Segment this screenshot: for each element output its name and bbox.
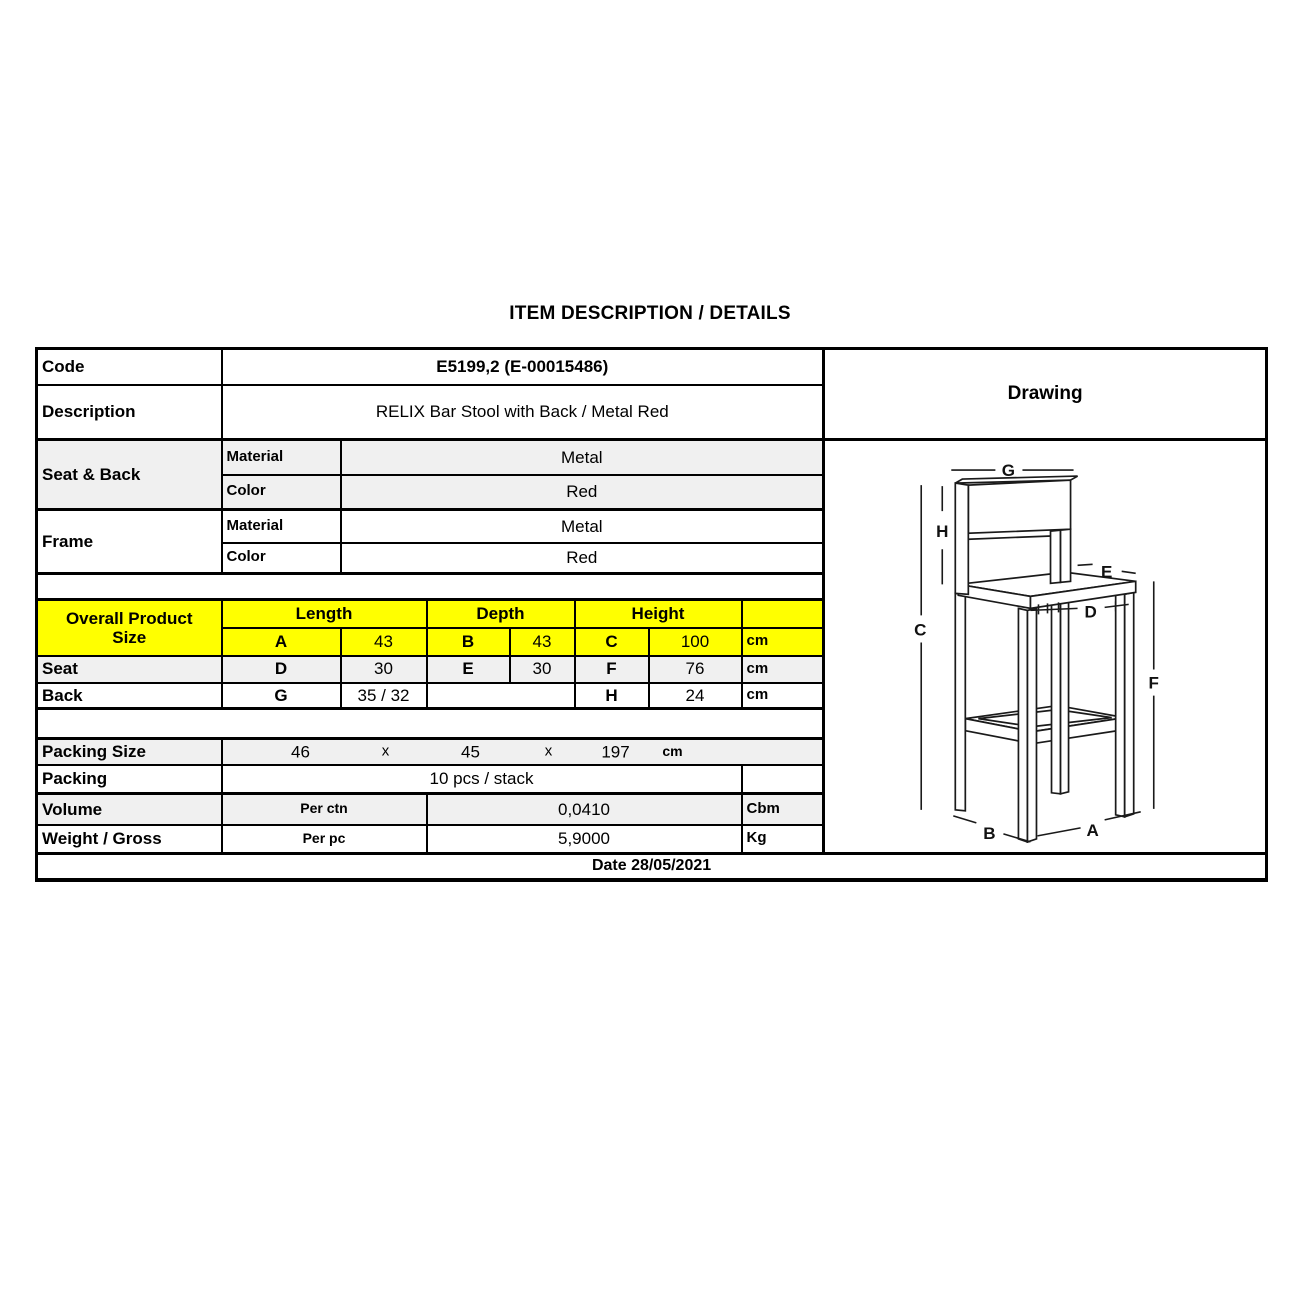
volume-per: Per ctn — [222, 794, 427, 825]
weight-unit: Kg — [742, 825, 824, 854]
page-title: ITEM DESCRIPTION / DETAILS — [509, 303, 791, 324]
seat-length-value: 30 — [341, 656, 427, 683]
leg-front — [1019, 608, 1028, 842]
overall-label-line2: Size — [112, 627, 147, 647]
back-height-key: H — [575, 683, 649, 709]
volume-label: Volume — [37, 794, 222, 825]
weight-label: Weight / Gross — [37, 825, 222, 854]
back-row-label: Back — [37, 683, 222, 709]
code-label: Code — [37, 349, 222, 385]
dim-label-e: E — [1101, 562, 1113, 582]
item-description-table — [35, 347, 1268, 882]
packing-size-values — [222, 739, 824, 765]
packing-size-label: Packing Size — [37, 739, 222, 765]
overall-length-key: A — [222, 628, 341, 656]
packing-size-width: 46 — [291, 742, 310, 762]
length-header: Length — [222, 600, 427, 628]
overall-unit: cm — [742, 628, 824, 656]
frame-label: Frame — [37, 510, 222, 574]
seat-back-color-label: Color — [222, 475, 341, 510]
overall-height-value: 100 — [649, 628, 742, 656]
packing-label: Packing — [37, 765, 222, 794]
seat-height-value: 76 — [649, 656, 742, 683]
leg-right — [1116, 592, 1125, 817]
backrest-post-left — [955, 483, 968, 594]
overall-length-value: 43 — [341, 628, 427, 656]
back-height-value: 24 — [649, 683, 742, 709]
spacer-row — [37, 709, 824, 739]
frame-material-value: Metal — [341, 510, 824, 543]
seat-back-label: Seat & Back — [37, 440, 222, 510]
dim-label-b: B — [983, 823, 996, 843]
leg-back-right — [1052, 582, 1061, 793]
code-value: E5199,2 (E-00015486) — [222, 349, 824, 385]
empty-cell — [742, 600, 824, 628]
seat-unit: cm — [742, 656, 824, 683]
drawing-header: Drawing — [824, 349, 1267, 440]
seat-depth-key: E — [427, 656, 510, 683]
drawing-cell — [824, 440, 1267, 854]
stool-technical-drawing — [825, 441, 1265, 852]
back-length-value: 35 / 32 — [341, 683, 427, 709]
packing-size-unit: cm — [662, 742, 683, 759]
date-row: Date 28/05/2021 — [37, 854, 1267, 880]
seat-depth-value: 30 — [510, 656, 575, 683]
back-unit: cm — [742, 683, 824, 709]
description-label: Description — [37, 385, 222, 440]
volume-value: 0,0410 — [427, 794, 742, 825]
spacer-row — [37, 574, 824, 600]
seat-back-material-label: Material — [222, 440, 341, 475]
packing-size-x2: x — [544, 742, 553, 760]
stool-outline — [955, 476, 1135, 842]
packing-size-height: 197 — [601, 742, 630, 762]
packing-value: 10 pcs / stack — [222, 765, 742, 794]
empty-cell — [742, 765, 824, 794]
volume-unit: Cbm — [742, 794, 824, 825]
backrest-panel — [968, 480, 1070, 533]
height-header: Height — [575, 600, 742, 628]
packing-size-depth: 45 — [461, 742, 480, 762]
depth-header: Depth — [427, 600, 575, 628]
back-length-key: G — [222, 683, 341, 709]
weight-per: Per pc — [222, 825, 427, 854]
dim-label-f: F — [1148, 673, 1160, 693]
overall-label-line1: Overall Product — [65, 608, 193, 628]
dim-label-g: G — [1001, 461, 1016, 481]
overall-product-size-label — [37, 600, 222, 656]
seat-height-key: F — [575, 656, 649, 683]
empty-cell — [427, 683, 575, 709]
overall-depth-key: B — [427, 628, 510, 656]
seat-back-material-value: Metal — [341, 440, 824, 475]
seat-back-color-value: Red — [341, 475, 824, 510]
overall-height-key: C — [575, 628, 649, 656]
backrest-post-right — [1051, 530, 1061, 583]
dim-label-c: C — [914, 620, 927, 640]
seat-length-key: D — [222, 656, 341, 683]
description-value: RELIX Bar Stool with Back / Metal Red — [222, 385, 824, 440]
packing-size-x1: x — [381, 742, 390, 760]
frame-material-label: Material — [222, 510, 341, 543]
dim-label-h: H — [936, 522, 949, 542]
frame-color-label: Color — [222, 543, 341, 574]
dim-label-d: D — [1084, 602, 1097, 622]
dim-label-a: A — [1086, 820, 1099, 840]
frame-color-value: Red — [341, 543, 824, 574]
seat-row-label: Seat — [37, 656, 222, 683]
overall-depth-value: 43 — [510, 628, 575, 656]
leg-back-left — [955, 593, 965, 810]
weight-value: 5,9000 — [427, 825, 742, 854]
